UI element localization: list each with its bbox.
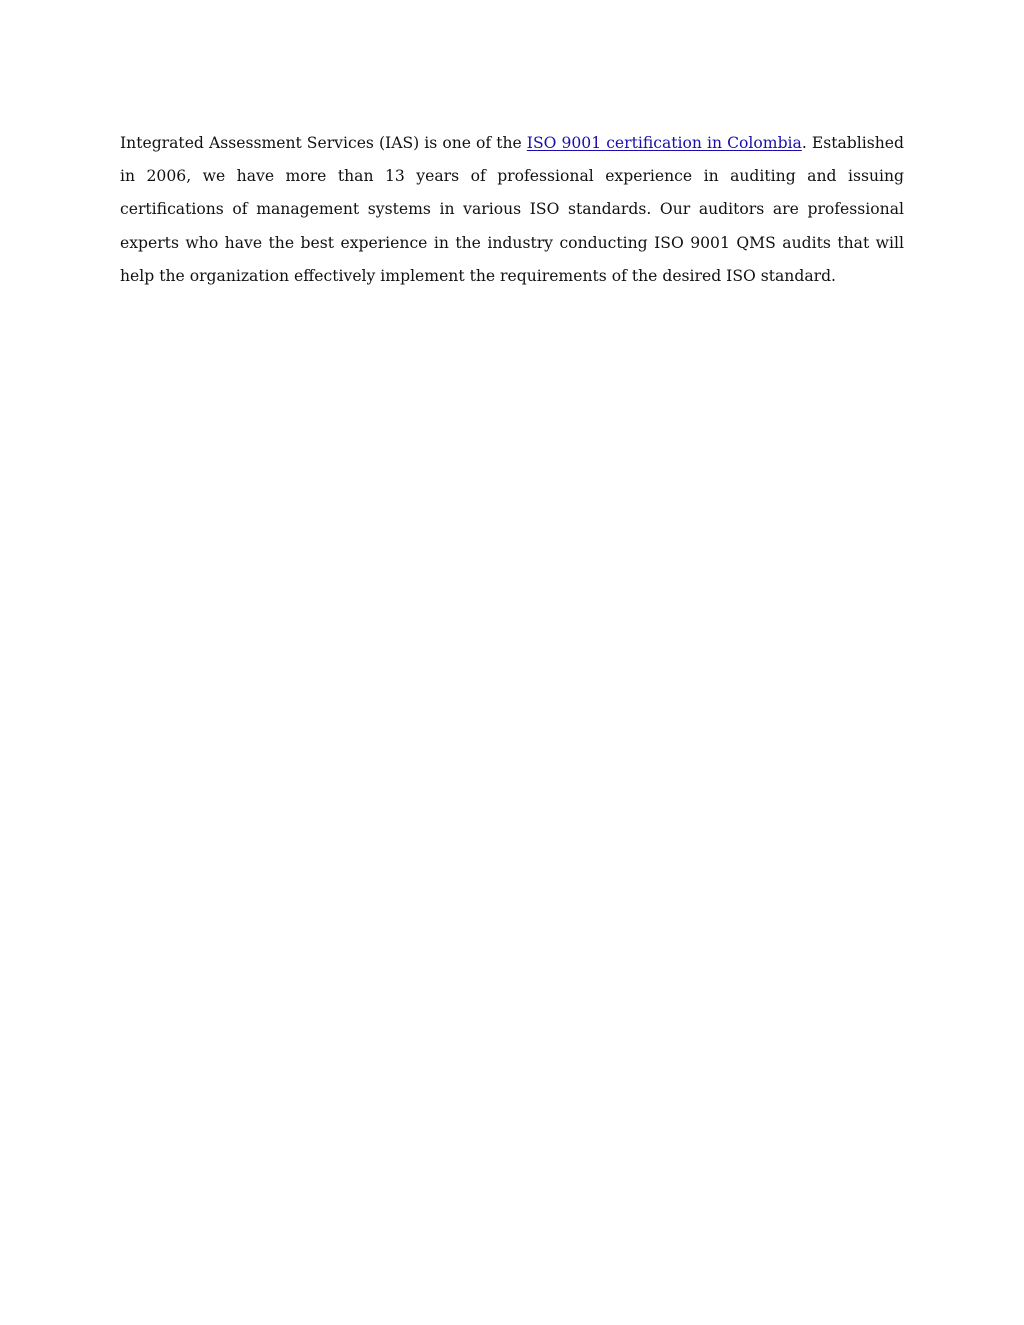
paragraph-text-intro: Integrated Assessment Services (IAS) is one of the [120,134,527,152]
iso-9001-colombia-link[interactable]: ISO 9001 certification in Colombia [526,134,802,152]
paragraph-text-body: . Established in 2006, we have more than 13 years of professional experience in auditing and issuing certifications of management systems in various ISO standards. Our auditors are professional experts who have the best experience in the industry conducting ISO 9001 QMS audits that will help the organization effectively implement the requirements of the desired ISO standard. [120,134,905,285]
body-paragraph [120,127,904,293]
